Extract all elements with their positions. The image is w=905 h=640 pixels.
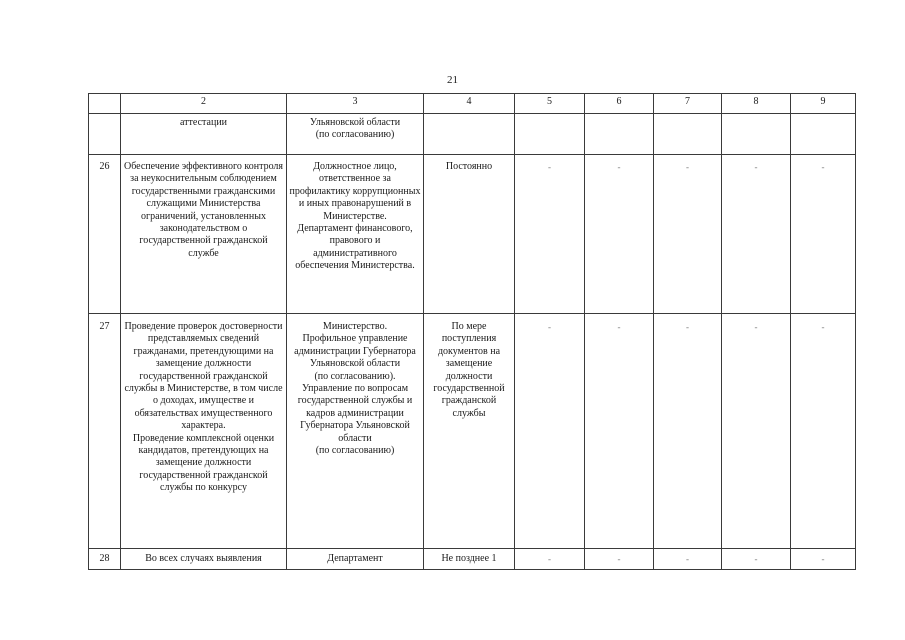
row-number [89,114,121,155]
deadline-cell: Постоянно [424,155,515,314]
header-col-6: 6 [585,94,654,114]
col5-cell: - [515,314,585,549]
header-col-1 [89,94,121,114]
col9-cell [791,114,856,155]
col8-cell: - [722,314,791,549]
col5-cell: - [515,549,585,570]
header-col-9: 9 [791,94,856,114]
header-col-7: 7 [654,94,722,114]
col8-cell: - [722,549,791,570]
event-cell: аттестации [121,114,287,155]
responsible-cell: Департамент [287,549,424,570]
col6-cell: - [585,314,654,549]
measures-table [88,93,856,570]
page-number: 21 [447,74,458,86]
row-number: 27 [89,314,121,549]
col7-cell: - [654,549,722,570]
header-col-8: 8 [722,94,791,114]
event-cell: Проведение проверок достоверности представляемых сведений гражданами, претендующими на замещение должности государственной гражданской службы в Министерстве, в том числе о доходах, имуществе и обязательствах имущественного характера. Проведение комплексной оценки кандидатов, претендующих на замещение должности государственной гражданской службы по конкурсу [121,314,287,549]
col7-cell: - [654,314,722,549]
col9-cell: - [791,549,856,570]
col5-cell [515,114,585,155]
row-number: 28 [89,549,121,570]
col8-cell [722,114,791,155]
deadline-cell: Не позднее 1 [424,549,515,570]
responsible-cell: Ульяновской области (по согласованию) [287,114,424,155]
col6-cell: - [585,155,654,314]
header-col-3: 3 [287,94,424,114]
table-header-row [89,94,856,114]
col9-cell: - [791,314,856,549]
table-row [89,549,856,570]
table-row [89,314,856,549]
deadline-cell [424,114,515,155]
responsible-cell: Должностное лицо, ответственное за профилактику коррупционных и иных правонарушений в Министерстве. Департамент финансового, правового и административного обеспечения Министерства. [287,155,424,314]
col9-cell: - [791,155,856,314]
event-cell: Во всех случаях выявления [121,549,287,570]
col8-cell: - [722,155,791,314]
responsible-cell: Министерство. Профильное управление администрации Губернатора Ульяновской области (по согласованию). Управление по вопросам государственной службы и кадров администрации Губернатора Ульяновской области (по согласованию) [287,314,424,549]
header-col-5: 5 [515,94,585,114]
row-number: 26 [89,155,121,314]
col6-cell [585,114,654,155]
col7-cell: - [654,155,722,314]
col5-cell: - [515,155,585,314]
col7-cell [654,114,722,155]
deadline-cell: По мере поступления документов на замещение должности государственной гражданской службы [424,314,515,549]
event-cell: Обеспечение эффективного контроля за неукоснительным соблюдением государственными гражданскими служащими Министерства ограничений, установленных законодательством о государственной гражданской службе [121,155,287,314]
header-col-2: 2 [121,94,287,114]
table-row-continuation [89,114,856,155]
header-col-4: 4 [424,94,515,114]
table-row [89,155,856,314]
col6-cell: - [585,549,654,570]
